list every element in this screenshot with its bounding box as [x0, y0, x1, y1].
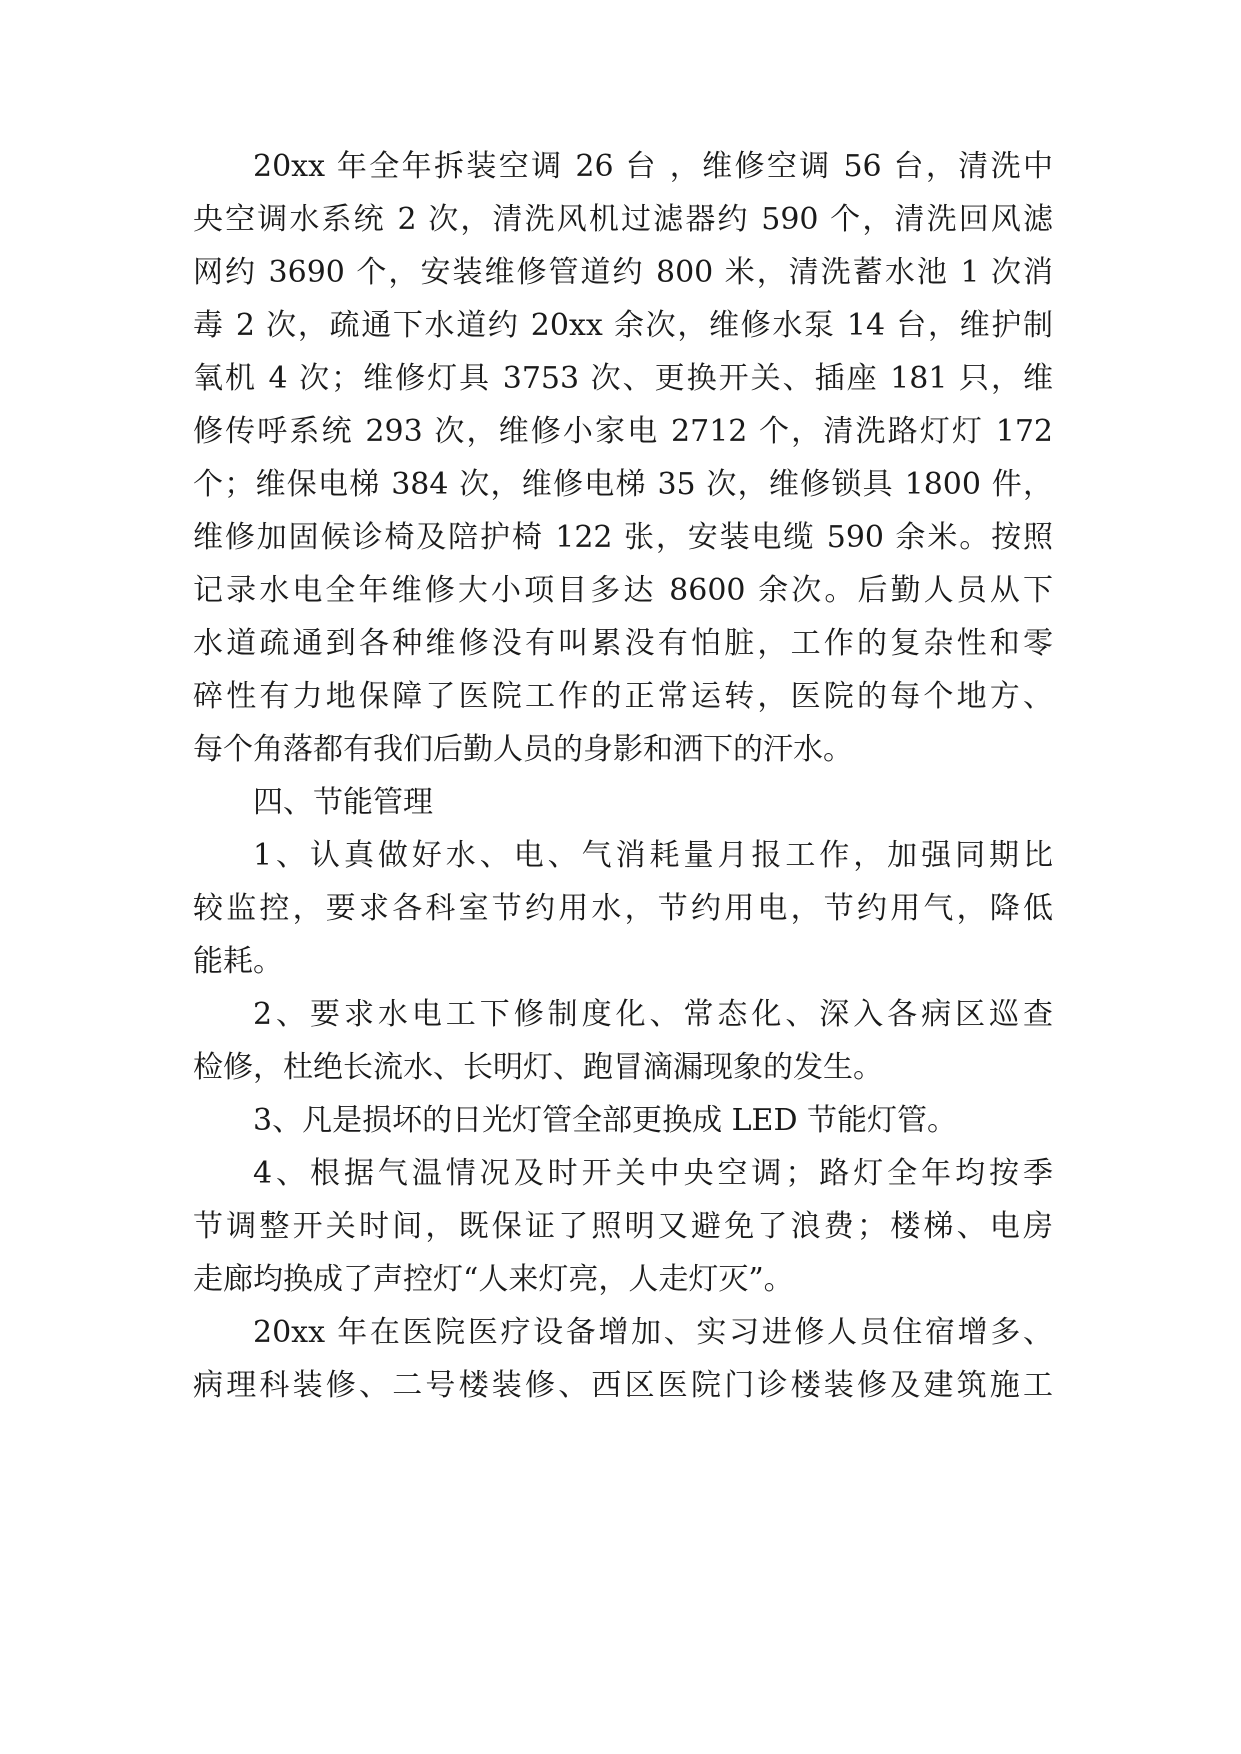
paragraph-line: 20xx 年在医院医疗设备增加、实习进修人员住宿增多、: [253, 1315, 1053, 1350]
paragraph-line: 水道疏通到各种维修没有叫累没有怕脏，工作的复杂性和零: [193, 626, 1053, 661]
paragraph-line: 每个角落都有我们后勤人员的身影和洒下的汗水。: [193, 732, 853, 767]
paragraph-line: 记录水电全年维修大小项目多达 8600 余次。后勤人员从下: [193, 573, 1053, 608]
paragraph-line: 个；维保电梯 384 次，维修电梯 35 次，维修锁具 1800 件，: [193, 467, 1053, 502]
paragraph-line: 维修加固候诊椅及陪护椅 122 张，安装电缆 590 余米。按照: [193, 520, 1053, 555]
paragraph-line: 病理科装修、二号楼装修、西区医院门诊楼装修及建筑施工: [193, 1368, 1053, 1403]
paragraph-line: 能耗。: [193, 944, 283, 979]
paragraph-line: 毒 2 次，疏通下水道约 20xx 余次，维修水泵 14 台，维护制: [193, 308, 1053, 343]
paragraph-line: 20xx 年全年拆装空调 26 台 ，维修空调 56 台，清洗中: [253, 149, 1053, 184]
paragraph-line: 检修，杜绝长流水、长明灯、跑冒滴漏现象的发生。: [193, 1050, 883, 1085]
paragraph-line: 2、要求水电工下修制度化、常态化、深入各病区巡查: [253, 997, 1053, 1032]
paragraph-line: 网约 3690 个，安装维修管道约 800 米，清洗蓄水池 1 次消: [193, 255, 1053, 290]
paragraph-line: 4、根据气温情况及时开关中央空调；路灯全年均按季: [253, 1156, 1053, 1191]
paragraph-line: 3、凡是损坏的日光灯管全部更换成 LED 节能灯管。: [253, 1103, 958, 1138]
paragraph-line: 1、认真做好水、电、气消耗量月报工作，加强同期比: [253, 838, 1053, 873]
paragraph-line: 节调整开关时间，既保证了照明又避免了浪费；楼梯、电房: [193, 1209, 1053, 1244]
paragraph-line: 走廊均换成了声控灯“人来灯亮，人走灯灭”。: [193, 1262, 794, 1297]
paragraph-line: 氧机 4 次；维修灯具 3753 次、更换开关、插座 181 只，维: [193, 361, 1053, 396]
paragraph-line: 修传呼系统 293 次，维修小家电 2712 个，清洗路灯灯 172: [193, 414, 1053, 449]
paragraph-line: 较监控，要求各科室节约用水，节约用电，节约用气，降低: [193, 891, 1053, 926]
section-heading: 四、节能管理: [253, 785, 433, 820]
paragraph-line: 央空调水系统 2 次，清洗风机过滤器约 590 个，清洗回风滤: [193, 202, 1053, 237]
paragraph-line: 碎性有力地保障了医院工作的正常运转，医院的每个地方、: [193, 679, 1053, 714]
